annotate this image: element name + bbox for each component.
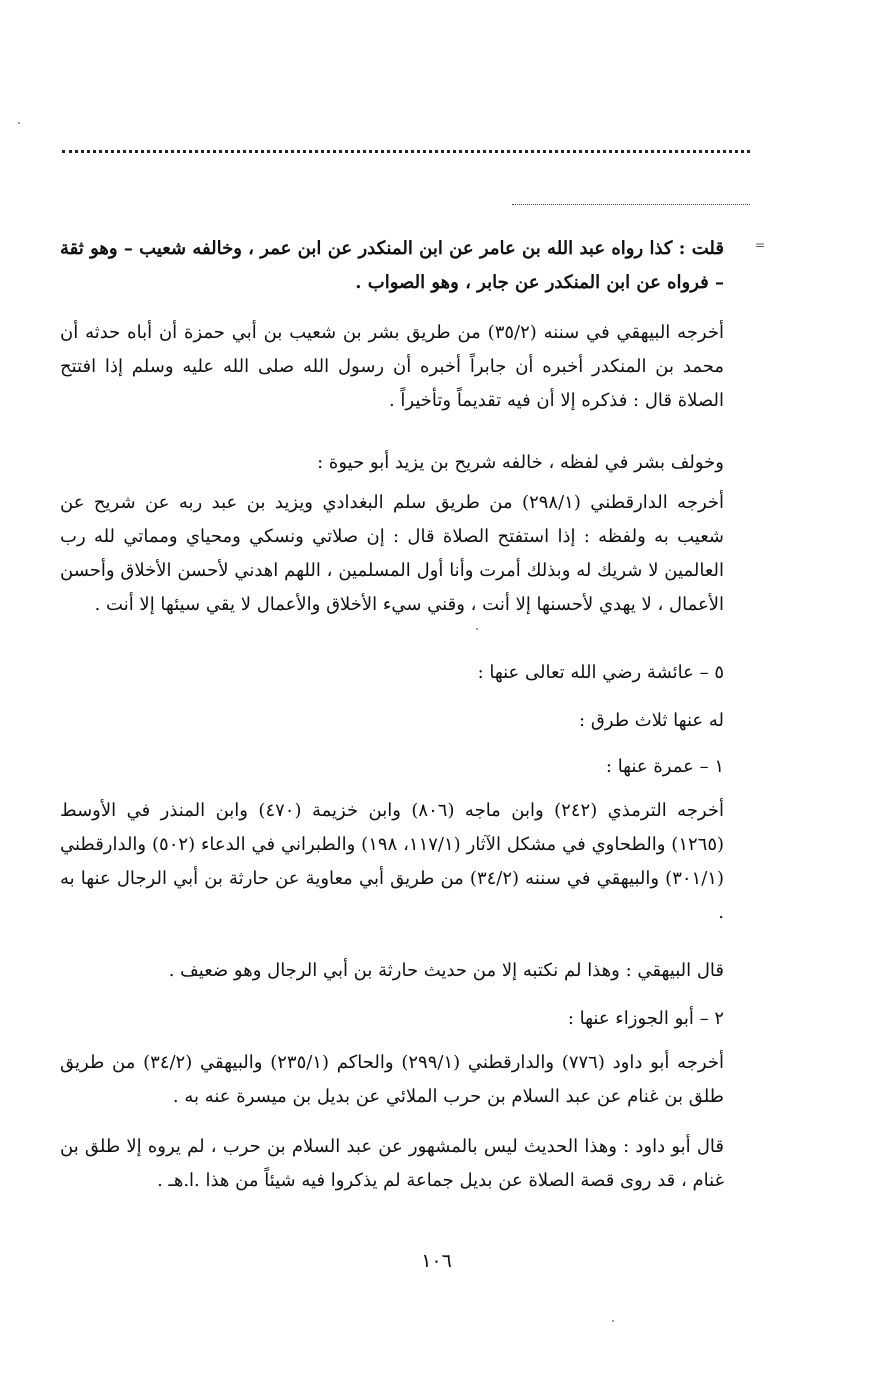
paper-speck [18,122,20,124]
paper-speck [612,1320,614,1322]
paper-speck [476,628,478,630]
page-number: ١٠٦ [421,1250,452,1272]
margin-mark: = [755,238,766,252]
paragraph-1: قلت : كذا رواه عبد الله بن عامر عن ابن المنكدر عن ابن عمر ، وخالفه شعيب – وهو ثقة – فرواه عن ابن المنكدر عن جابر ، وهو الصواب . [60,238,724,293]
paragraph-three-routes: له عنها ثلاث طرق : [579,710,724,731]
footnote-dotted-rule [512,204,750,205]
paragraph-3: وخولف بشر في لفظه ، خالفه شريح بن يزيد أبو حيوة : [317,452,724,473]
section-heading-aisha: ٥ – عائشة رضي الله تعالى عنها : [477,662,724,683]
paragraph-abu-dawud-comment: قال أبو داود : وهذا الحديث ليس بالمشهور عن عبد السلام بن حرب ، لم يروه إلا طلق بن غنام ، قد روى قصة الصلاة عن بديل جماعة لم يذكروا فيه شيئاً من هذا .ا.هـ . [60,1136,724,1191]
paragraph-4: أخرجه الدارقطني (٢٩٨/١) من طريق سلم البغدادي ويزيد بن عبد ربه عن شريح عن شعيب به ولفظه : إذا استفتح الصلاة قال : إن صلاتي ونسكي ومحياي ومماتي لله رب العالمين لا شريك له وبذلك أمرت وأنا أول المسلمين ، اللهم اهدني لأحسن الأخلاق وأحسن الأعمال ، لا يهدي لأحسنها إلا أنت ، وقني سيء الأخلاق والأعمال لا يقي سيئها إلا أنت . [60,492,725,615]
paragraph-abu-dawud: أخرجه أبو داود (٧٧٦) والدارقطني (٢٩٩/١) والحاكم (٢٣٥/١) والبيهقي (٣٤/٢) من طريق طلق بن غنام عن عبد السلام بن حرب الملائي عن بديل بن ميسرة عنه به . [60,1052,724,1107]
paragraph-bayhaqi-comment: قال البيهقي : وهذا لم نكتبه إلا من حديث حارثة بن أبي الرجال وهو ضعيف . [168,960,724,981]
paragraph-2: أخرجه البيهقي في سننه (٣٥/٢) من طريق بشر بن شعيب بن أبي حمزة أن أباه حدثه أن محمد بن المنكدر أخبره أن جابراً أخبره أن رسول الله صلى الله عليه وسلم إذا افتتح الصلاة قال : فذكره إلا أن فيه تقديماً وتأخيراً . [60,322,724,411]
paragraph-tirmidhi: أخرجه الترمذي (٢٤٢) وابن ماجه (٨٠٦) وابن خزيمة (٤٧٠) وابن المنذر في الأوسط (١٢٦٥) والطحاوي في مشكل الآثار (١١٧/١، ١٩٨) والطبراني في الدعاء (٥٠٢) والدارقطني (٣٠١/١) والبيهقي في سننه (٣٤/٢) من طريق أبي معاوية عن حارثة بن أبي الرجال عنها به . [60,800,725,923]
top-dotted-rule [62,150,750,153]
subheading-abu-jawza: ٢ – أبو الجوزاء عنها : [567,1008,724,1029]
subheading-amra: ١ – عمرة عنها : [605,756,724,777]
